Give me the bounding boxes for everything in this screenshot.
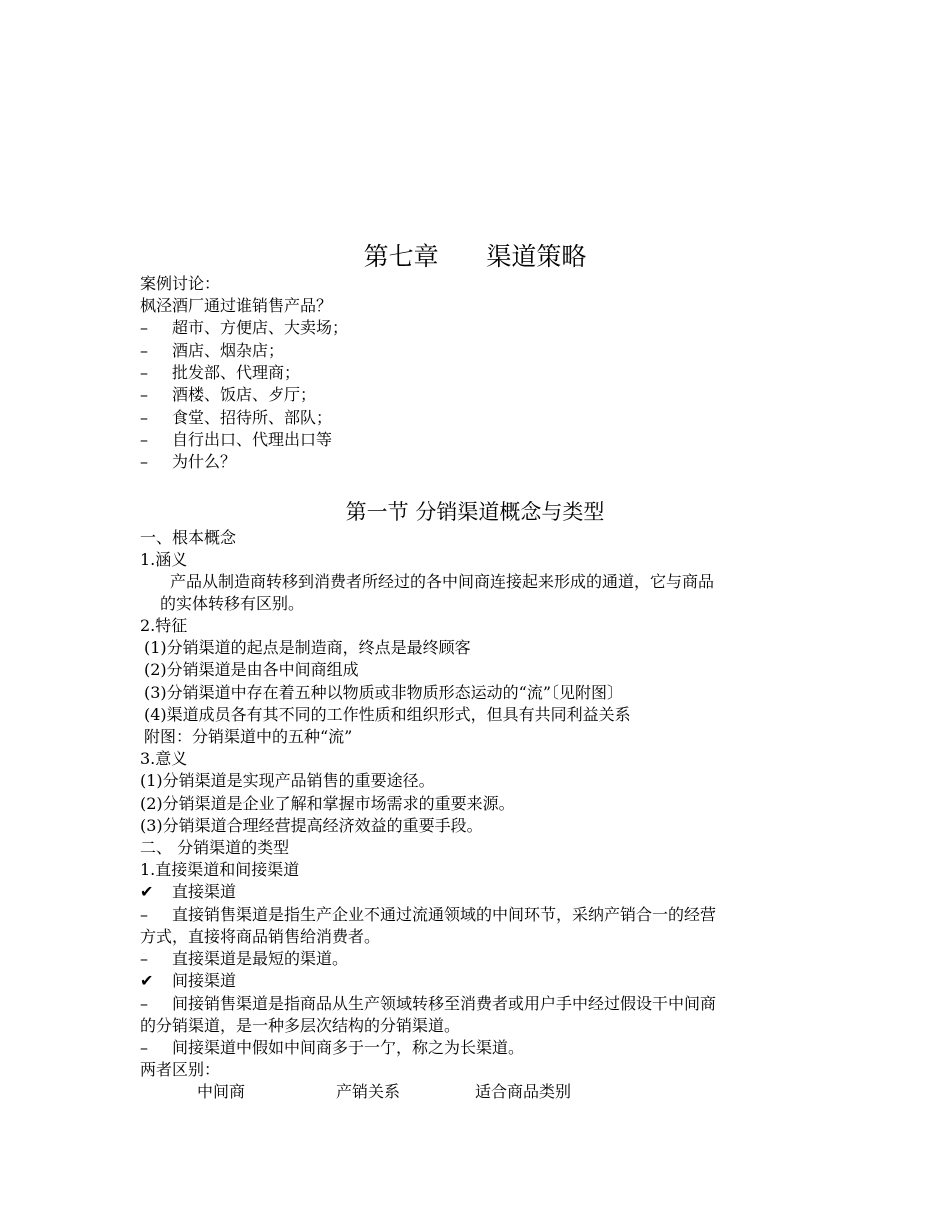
indirect-channel-label: ✔ 间接渠道	[140, 971, 237, 990]
meaning-text: 产品从制造商转移到消费者所经过的各中间商连接起来形成的通道，它与商品	[170, 572, 715, 591]
part2-heading: 二、 分销渠道的类型	[140, 838, 290, 857]
meaning-text-continued: 的实体转移有区别。	[160, 594, 305, 613]
list-item: – 酒店、烟杂店；	[140, 341, 285, 360]
feature-item: (1)分销渠道的起点是制造商，终点是最终顾客	[144, 638, 471, 657]
significance-item: (2)分销渠道是企业了解和掌握市场需求的重要来源。	[140, 794, 515, 813]
feature-item: (2)分销渠道是由各中间商组成	[144, 660, 359, 679]
list-item: – 为什么？	[140, 452, 237, 471]
list-item: – 酒楼、饭店、歺厅；	[140, 385, 317, 404]
chapter-title: 第七章 渠道策略	[363, 242, 587, 271]
direct-channel-short: – 直接渠道是最短的渠道。	[140, 949, 349, 968]
indirect-channel-desc-continued: 的分销渠道，是一种多层次结构的分销渠道。	[140, 1016, 461, 1035]
table-header-category: 适合商品类别	[475, 1082, 572, 1101]
significance-heading: 3.意义	[140, 749, 188, 768]
direct-channel-desc: – 直接销售渠道是指生产企业不通过流通领域的中间环节，采纳产销合一的经营	[140, 905, 717, 924]
direct-channel-desc-continued: 方式，直接将商品销售给消费者。	[140, 927, 381, 946]
meaning-heading: 1.涵义	[140, 550, 188, 569]
list-item: – 超市、方便店、大卖场；	[140, 318, 349, 337]
feature-item: (4)渠道成员各有其不同的工作性质和组织形式，但具有共同利益关系	[144, 705, 631, 724]
section-title: 第一节 分销渠道概念与类型	[345, 500, 605, 524]
difference-heading: 两者区别：	[140, 1060, 221, 1079]
check-icon: ✔	[140, 882, 154, 901]
significance-item: (1)分销渠道是实现产品销售的重要途径。	[140, 771, 435, 790]
part1-heading: 一、根本概念	[140, 528, 237, 547]
table-header-relation: 产销关系	[336, 1082, 401, 1101]
features-heading: 2.特征	[140, 616, 188, 635]
feature-item: (3)分销渠道中存在着五种以物质或非物质形态运动的“流”〔见附图〕	[144, 683, 624, 702]
list-item: – 食堂、招待所、部队；	[140, 408, 333, 427]
list-item: – 自行出口、代理出口等	[140, 430, 333, 449]
case-question: 枫泾酒厂通过谁销售产品？	[140, 296, 333, 315]
direct-indirect-heading: 1.直接渠道和间接渠道	[140, 860, 300, 879]
significance-item: (3)分销渠道合理经营提高经济效益的重要手段。	[140, 816, 483, 835]
figure-note: 附图：分销渠道中的五种“流”	[144, 727, 353, 746]
table-header-intermediary: 中间商	[197, 1082, 246, 1101]
case-heading: 案例讨论：	[140, 274, 221, 293]
indirect-channel-desc: – 间接销售渠道是指商品从生产领域转移至消费者或用户手中经过假设干中间商	[140, 994, 717, 1013]
check-icon: ✔	[140, 971, 154, 990]
direct-channel-label: ✔ 直接渠道	[140, 882, 237, 901]
indirect-channel-long: – 间接渠道中假如中间商多于一亇，称之为长渠道。	[140, 1038, 525, 1057]
list-item: – 批发部、代理商；	[140, 363, 301, 382]
